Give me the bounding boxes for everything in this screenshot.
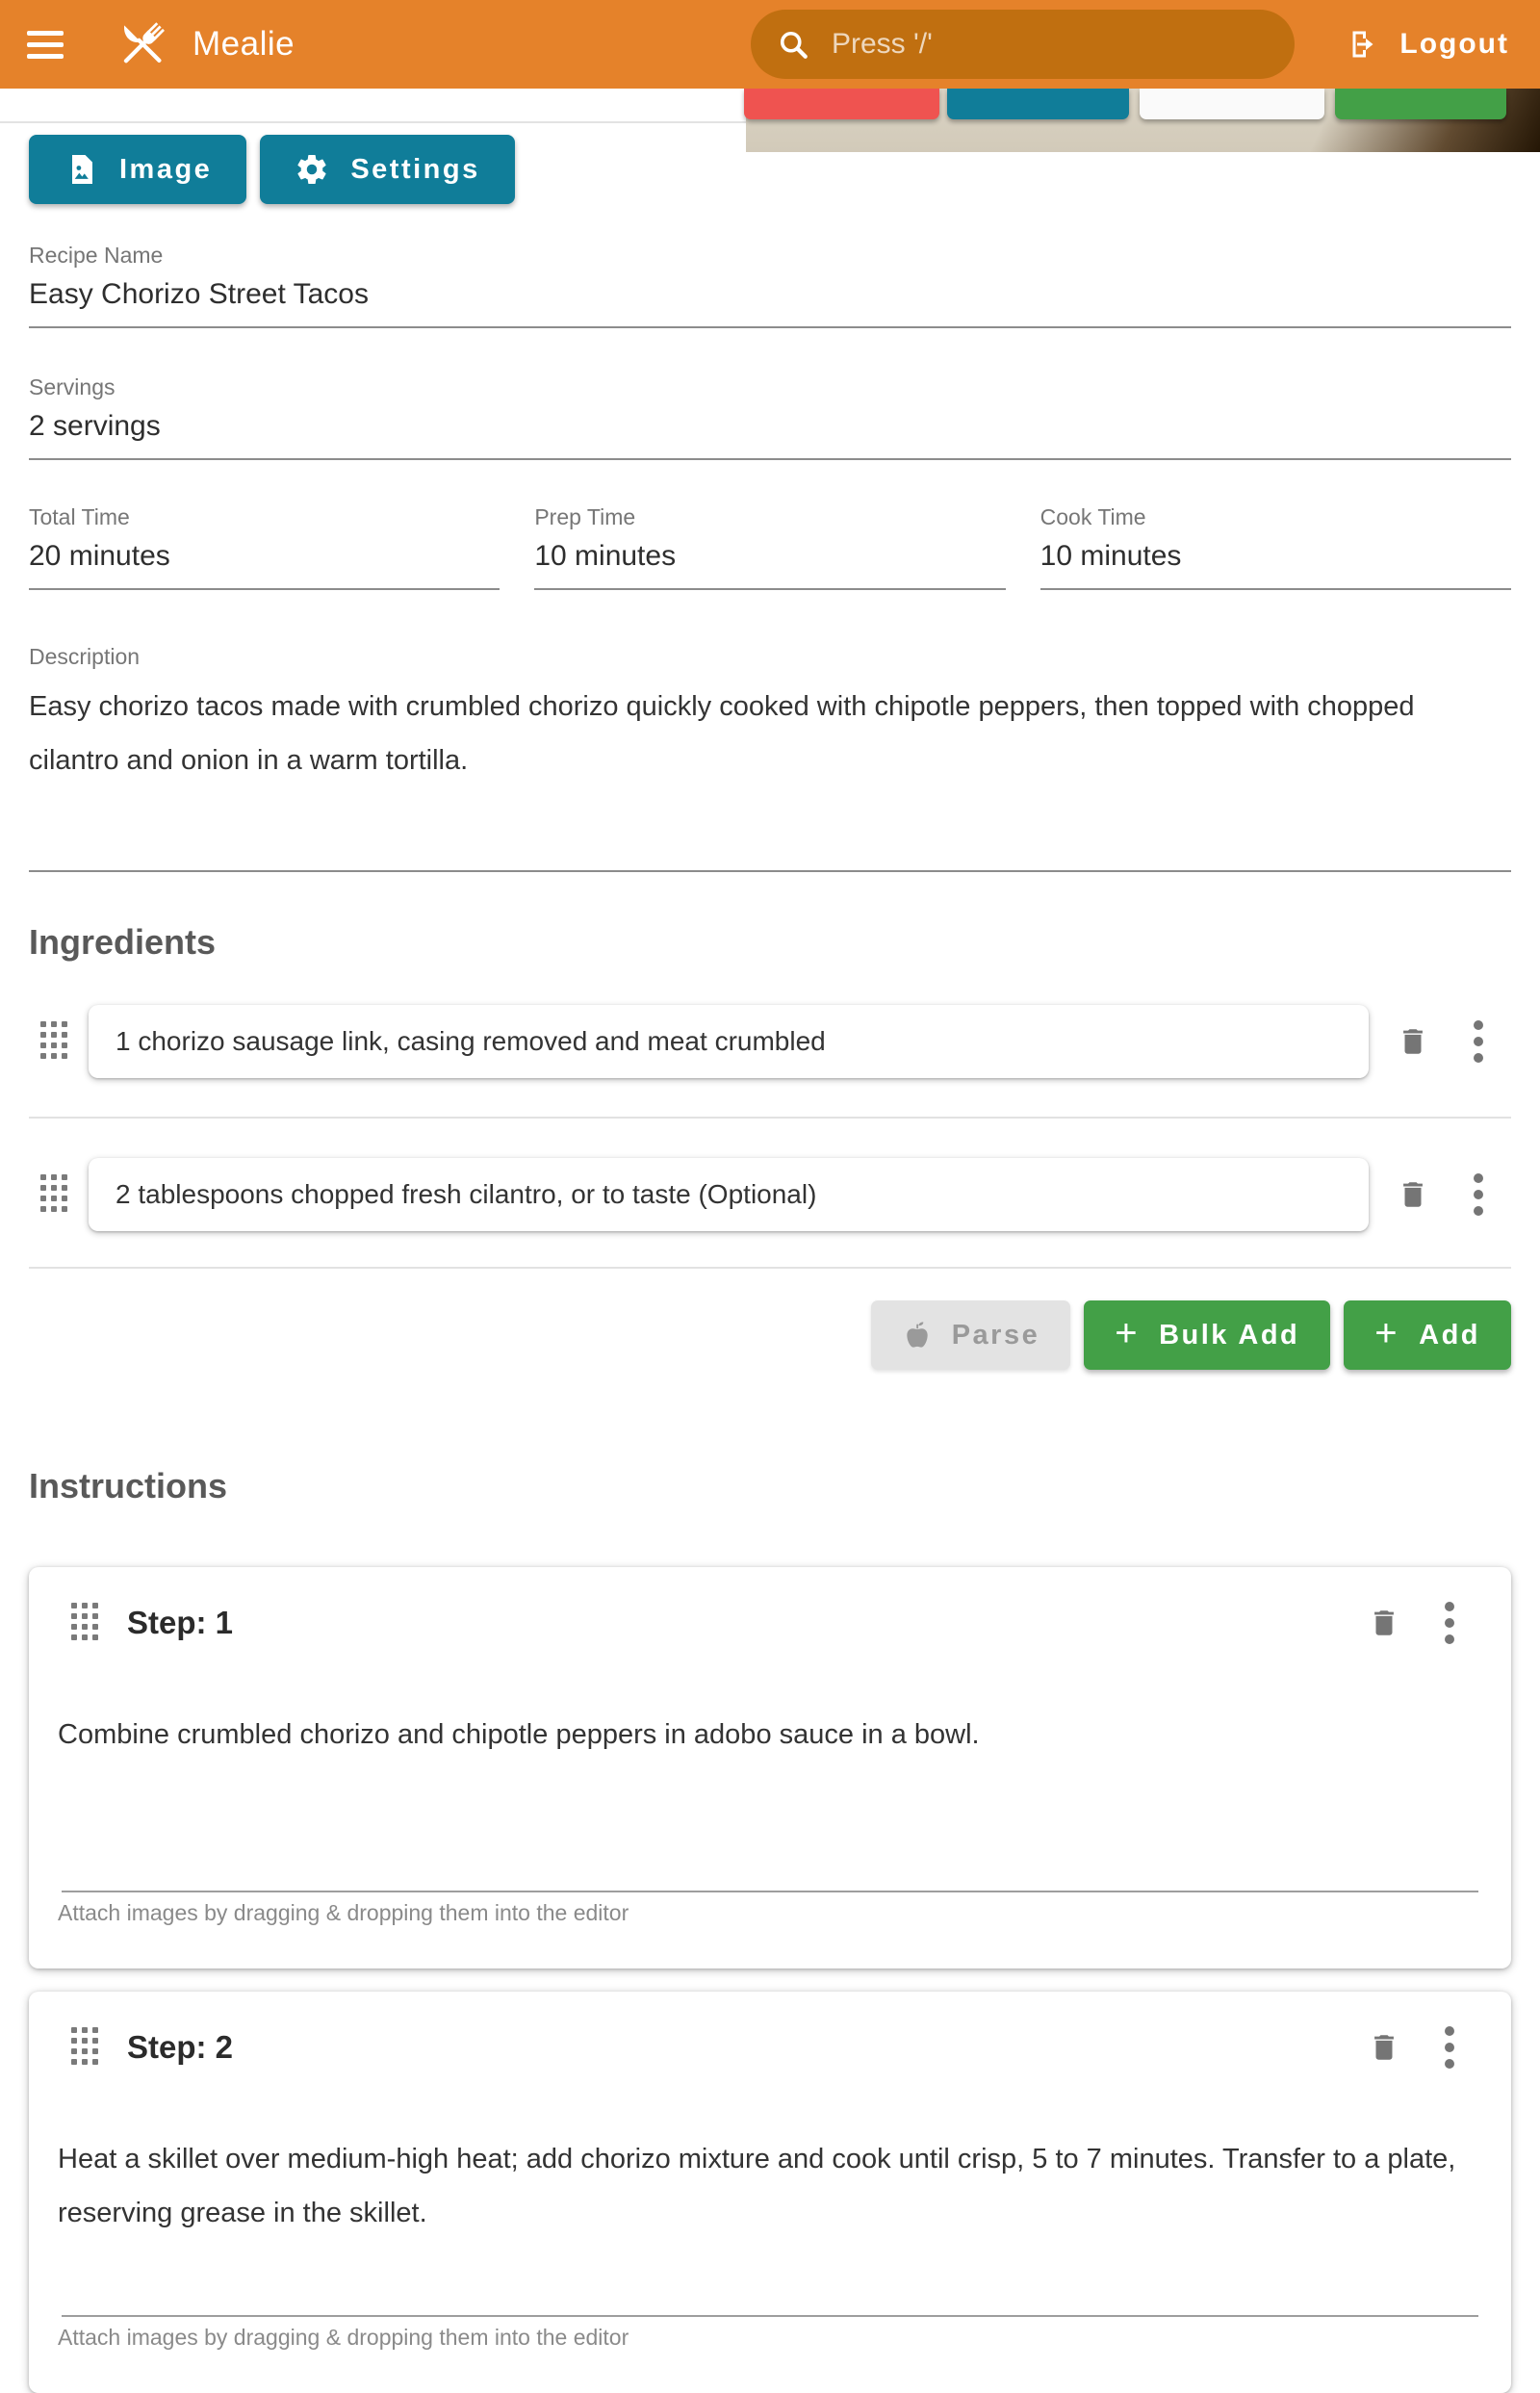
settings-button-label: Settings	[350, 153, 480, 185]
delete-ingredient-button[interactable]	[1394, 1178, 1432, 1211]
attach-images-hint: Attach images by dragging & dropping them into the editor	[58, 1900, 629, 1925]
search-bar[interactable]	[751, 10, 1295, 79]
step-text-input[interactable]	[58, 1708, 1482, 1852]
app-title[interactable]: Mealie	[192, 25, 295, 63]
step-text-input[interactable]	[58, 2132, 1482, 2277]
instruction-step-card	[29, 1567, 1511, 1968]
step-menu-button[interactable]	[1442, 2025, 1457, 2070]
description-input[interactable]	[29, 680, 1511, 872]
kebab-menu-icon	[1473, 1172, 1484, 1217]
times-row	[29, 504, 1511, 590]
servings-field	[29, 374, 1511, 460]
prep-time-input[interactable]	[534, 530, 1005, 590]
trash-icon	[1368, 1607, 1400, 1639]
ingredient-input[interactable]	[116, 1026, 1342, 1057]
ingredient-menu-button[interactable]	[1471, 1019, 1486, 1064]
ingredient-card	[89, 1158, 1369, 1231]
ingredient-input[interactable]	[116, 1179, 1342, 1210]
image-button[interactable]	[29, 135, 246, 204]
gear-icon	[295, 152, 329, 187]
ingredient-menu-button[interactable]	[1471, 1172, 1486, 1217]
drag-handle-icon[interactable]	[71, 2027, 100, 2068]
recipe-name-input[interactable]	[29, 269, 1511, 328]
ingredient-divider	[29, 1117, 1511, 1119]
cook-time-field	[1040, 504, 1511, 590]
add-button-label: Add	[1419, 1319, 1480, 1351]
file-image-icon	[64, 152, 98, 187]
plus-icon: +	[1374, 1312, 1400, 1354]
menu-icon[interactable]	[27, 17, 81, 71]
search-icon	[776, 27, 810, 62]
bulk-add-button[interactable]	[1084, 1300, 1330, 1370]
step-divider	[62, 2315, 1478, 2317]
cook-time-label: Cook Time	[1040, 504, 1146, 529]
description-label: Description	[29, 644, 141, 669]
logout-button[interactable]	[1346, 0, 1509, 89]
ingredients-heading: Ingredients	[29, 922, 217, 962]
servings-input[interactable]	[29, 400, 1511, 460]
apple-icon	[902, 1320, 933, 1351]
settings-button[interactable]	[260, 135, 514, 204]
plus-icon: +	[1115, 1312, 1141, 1354]
ingredient-row	[29, 1158, 1511, 1231]
attach-images-hint: Attach images by dragging & dropping them into the editor	[58, 2325, 629, 2350]
bulk-add-button-label: Bulk Add	[1159, 1319, 1300, 1351]
delete-recipe-button-clipped[interactable]	[744, 89, 939, 119]
total-time-field	[29, 504, 500, 590]
step-title: Step: 1	[127, 1605, 234, 1640]
recipe-name-field	[29, 243, 1511, 328]
parse-button[interactable]	[871, 1300, 1071, 1370]
servings-label: Servings	[29, 374, 116, 399]
trash-icon	[1368, 2031, 1400, 2064]
trash-icon	[1397, 1178, 1429, 1211]
save-recipe-button-clipped[interactable]	[1335, 89, 1506, 119]
instructions-heading: Instructions	[29, 1466, 228, 1505]
description-field	[29, 644, 1511, 872]
ingredient-divider	[29, 1267, 1511, 1269]
cook-time-input[interactable]	[1040, 530, 1511, 590]
ingredient-card	[89, 1005, 1369, 1078]
step-menu-button[interactable]	[1442, 1601, 1457, 1645]
instruction-step-card	[29, 1992, 1511, 2393]
add-ingredient-button[interactable]	[1344, 1300, 1511, 1370]
step-header	[58, 1600, 1482, 1646]
step-header	[58, 2024, 1482, 2071]
hero-strip	[0, 89, 1540, 123]
mealie-logo-icon	[114, 15, 171, 73]
prep-time-label: Prep Time	[534, 504, 636, 529]
delete-step-button[interactable]	[1365, 2031, 1403, 2064]
ingredient-row	[29, 1005, 1511, 1078]
total-time-input[interactable]	[29, 530, 500, 590]
app-bar	[0, 0, 1540, 89]
recipe-name-label: Recipe Name	[29, 243, 164, 268]
drag-handle-icon[interactable]	[40, 1174, 69, 1215]
trash-icon	[1397, 1025, 1429, 1058]
kebab-menu-icon	[1444, 1601, 1455, 1645]
delete-step-button[interactable]	[1365, 1607, 1403, 1639]
prep-time-field	[534, 504, 1005, 590]
close-editor-button-clipped[interactable]	[1140, 89, 1324, 119]
drag-handle-icon[interactable]	[40, 1021, 69, 1062]
total-time-label: Total Time	[29, 504, 130, 529]
step-title: Step: 2	[127, 2029, 234, 2065]
logout-label: Logout	[1399, 28, 1509, 60]
json-editor-button-clipped[interactable]	[947, 89, 1129, 119]
logout-icon	[1346, 27, 1380, 62]
parse-button-label: Parse	[951, 1319, 1040, 1351]
delete-ingredient-button[interactable]	[1394, 1025, 1432, 1058]
image-button-label: Image	[119, 153, 213, 185]
kebab-menu-icon	[1444, 2025, 1455, 2070]
search-input[interactable]	[832, 28, 1270, 61]
kebab-menu-icon	[1473, 1019, 1484, 1064]
ingredient-actions	[29, 1300, 1511, 1370]
step-divider	[62, 1891, 1478, 1892]
recipe-editor	[0, 135, 1540, 2393]
drag-handle-icon[interactable]	[71, 1603, 100, 1643]
